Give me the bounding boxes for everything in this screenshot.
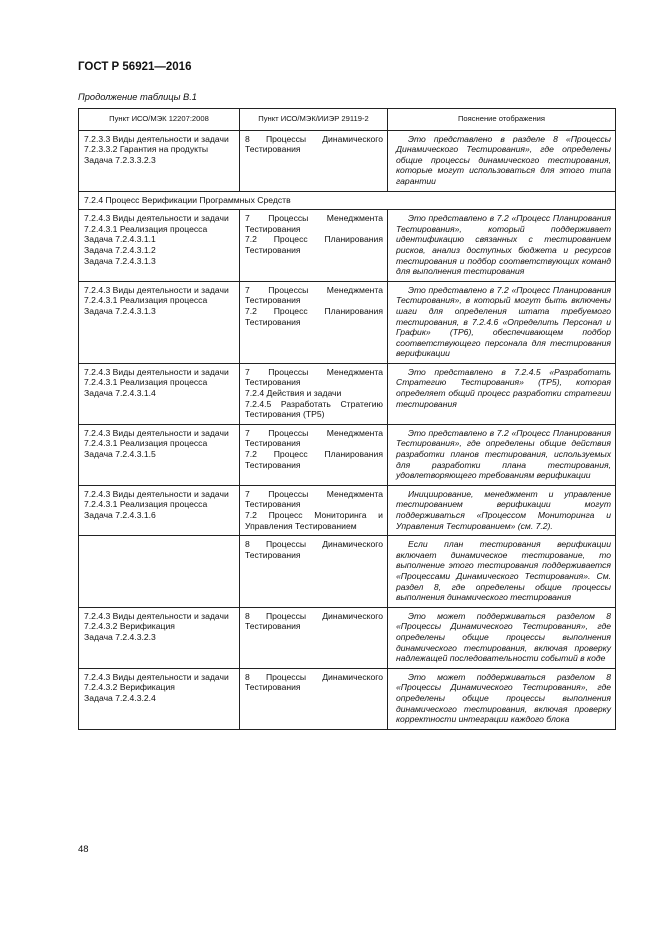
clause-line: 7.2.4.3 Виды деятельности и задачи xyxy=(84,488,229,499)
explanation-cell xyxy=(388,668,616,729)
explanation-cell xyxy=(388,485,616,535)
table-row xyxy=(79,191,616,210)
explanation-cell xyxy=(388,424,616,485)
clause-line: Задача 7.2.4.3.1.5 xyxy=(84,449,156,460)
clause-line: 7 Процессы Менеджмента Тестирования xyxy=(245,366,383,388)
explanation-text: Это может поддерживаться разделом 8 «Процессы Динамического Тестирования», где определены общие процессы выполнения динамического тестирования, включая проверку корректности интеграции каждого блока xyxy=(396,671,611,725)
clause-line: 7.2 Процесс Планирования Тестирования xyxy=(245,234,383,255)
explanation-cell xyxy=(388,130,616,191)
iso12207-cell xyxy=(79,485,240,535)
clause-line: 7.2.4.3.2 Верификация xyxy=(84,621,175,632)
clause-line: 7 Процессы Менеджмента Тестирования xyxy=(245,213,383,234)
clause-line: 7.2.4 Действия и задачи xyxy=(245,388,342,399)
clause-line: Задача 7.2.4.3.2.3 xyxy=(84,631,156,642)
explanation-text: Это представлено в 7.2.4.5 «Разработать Стратегию Тестирования» (ТР5), которая определяет общий процесс разработки стратегии тестирования xyxy=(396,366,611,409)
explanation-cell xyxy=(388,536,616,608)
iso29119-cell xyxy=(240,130,388,191)
clause-line: 7 Процессы Менеджмента Тестирования xyxy=(245,488,383,510)
clause-line: 7.2.4.3 Виды деятельности и задачи xyxy=(84,213,229,224)
table-row xyxy=(79,130,616,191)
clause-line: 7 Процессы Менеджмента Тестирования xyxy=(245,284,383,306)
section-heading-cell: 7.2.4 Процесс Верификации Программных Средств xyxy=(79,191,616,210)
clause-line: Задача 7.2.4.3.1.4 xyxy=(84,388,156,399)
iso29119-cell xyxy=(240,536,388,608)
column-header-iso29119: Пункт ИСО/МЭК/ИИЭР 29119-2 xyxy=(240,109,388,131)
iso29119-cell xyxy=(240,607,388,668)
clause-line: 8 Процессы Динамического Тестирования xyxy=(245,133,383,155)
iso29119-cell xyxy=(240,485,388,535)
clause-line: 7.2.4.3 Виды деятельности и задачи xyxy=(84,427,229,438)
explanation-cell xyxy=(388,607,616,668)
explanation-text: Это представлено в разделе 8 «Процессы Динамического Тестирования», где определены общие процессы динамического тестирования, которые могут использоваться для этого типа гарантии xyxy=(396,133,611,186)
explanation-text: Это представлено в 7.2 «Процесс Планирования Тестирования», который поддерживает идентификацию связанных с тестированием рисков, анализ доступных бюджета и ресурсов тестирования и подбор соответствующих команд для выполнения тестирования xyxy=(396,213,611,277)
iso12207-cell xyxy=(79,281,240,363)
clause-line: 7.2.4.3.1 Реализация процесса xyxy=(84,295,208,306)
clause-line: 7.2 Процесс Планирования Тестирования xyxy=(245,449,383,470)
explanation-cell xyxy=(388,281,616,363)
iso12207-cell xyxy=(79,668,240,729)
table-row xyxy=(79,485,616,535)
clause-line: 8 Процессы Динамического Тестирования xyxy=(245,671,383,693)
iso12207-cell xyxy=(79,210,240,282)
column-header-iso12207: Пункт ИСО/МЭК 12207:2008 xyxy=(79,109,240,131)
column-header-explanation: Пояснение отображения xyxy=(388,109,616,131)
clause-line: 7.2.4.3 Виды деятельности и задачи xyxy=(84,284,229,295)
clause-line: 7.2.4.3.2 Верификация xyxy=(84,682,175,693)
table-header-row xyxy=(79,109,616,131)
clause-line: 7.2.4.3.1 Реализация процесса xyxy=(84,438,208,449)
iso12207-cell xyxy=(79,607,240,668)
table-row xyxy=(79,668,616,729)
clause-line: 7.2 Процесс Планирования Тестирования xyxy=(245,305,383,327)
clause-line: Задача 7.2.4.3.1.6 xyxy=(84,510,156,520)
explanation-text: Это представлено в 7.2 «Процесс Планирования Тестирования», в который могут быть включены шаги для определения штата требуемого тестирования, в 7.2.4.6 «Определить Персонал и График» (ТР6), обеспечивающем подбор соответствующего персонала для тестирования верификации xyxy=(396,284,611,359)
table-row xyxy=(79,363,616,424)
clause-line: 7 Процессы Менеджмента Тестирования xyxy=(245,427,383,449)
iso29119-cell xyxy=(240,424,388,485)
iso29119-cell xyxy=(240,210,388,282)
iso29119-cell xyxy=(240,363,388,424)
clause-line: 7.2.4.3 Виды деятельности и задачи xyxy=(84,366,229,377)
clause-line: 8 Процессы Динамического Тестирования xyxy=(245,539,383,560)
clause-line: 7.2.3.3 Виды деятельности и задачи xyxy=(84,133,229,144)
iso12207-cell xyxy=(79,363,240,424)
explanation-text: Инициирование, менеджмент и управление тестированием верификации могут поддерживаться «Процессом Мониторинга и Управления Тестированием» (см. 7.2). xyxy=(396,488,611,531)
clause-line: Задача 7.2.4.3.1.1 xyxy=(84,234,156,245)
iso29119-cell xyxy=(240,668,388,729)
clause-line: Задача 7.2.4.3.1.2 xyxy=(84,244,156,255)
clause-line: 7.2.4.3 Виды деятельности и задачи xyxy=(84,610,229,621)
clause-line: 7.2.4.3.1 Реализация процесса xyxy=(84,499,208,510)
table-row xyxy=(79,536,616,608)
explanation-text: Это представлено в 7.2 «Процесс Планирования Тестирования», где определены общие действия разработки планов тестирования, используемых для разработки плана тестирования, удовлетворяющего требованиям верификации xyxy=(396,427,611,481)
clause-line: 7.2.4.3.1 Реализация процесса xyxy=(84,223,208,234)
clause-line: 7.2.4.5 Разработать Стратегию Тестирования (ТР5) xyxy=(245,398,383,420)
table-row xyxy=(79,281,616,363)
explanation-text: Если план тестирования верификации включает динамическое тестирование, то выполнение этого тестирования поддерживается «Процессами Динамического Тестирования». См. раздел 8, где определены общие процессы выполнения динамического тестирования xyxy=(396,539,611,603)
explanation-cell xyxy=(388,210,616,282)
page-number: 48 xyxy=(78,844,89,855)
table-row xyxy=(79,424,616,485)
clause-line: 7.2.3.3.2 Гарантия на продукты xyxy=(84,144,209,155)
table-row xyxy=(79,210,616,282)
mapping-table xyxy=(78,108,616,730)
table-row xyxy=(79,607,616,668)
table-caption: Продолжение таблицы В.1 xyxy=(78,92,197,102)
clause-line: 7.2.4.3.1 Реализация процесса xyxy=(84,377,208,388)
iso29119-cell xyxy=(240,281,388,363)
clause-line: Задача 7.2.3.3.2.3 xyxy=(84,154,156,165)
clause-line: 7.2.4.3 Виды деятельности и задачи xyxy=(84,671,229,682)
explanation-cell xyxy=(388,363,616,424)
explanation-text: Это может поддерживаться разделом 8 «Процессы Динамического Тестирования», где определены общие процессы выполнения динамического тестирования, включая проверку надлежащей последовательности событий в коде xyxy=(396,610,611,664)
clause-line: Задача 7.2.4.3.2.4 xyxy=(84,692,156,703)
iso12207-cell xyxy=(79,130,240,191)
iso12207-cell xyxy=(79,536,240,608)
iso12207-cell xyxy=(79,424,240,485)
clause-line: 7.2 Процесс Мониторинга и Управления Тестированием xyxy=(245,510,383,531)
clause-line: 8 Процессы Динамического Тестирования xyxy=(245,610,383,632)
document-header: ГОСТ Р 56921—2016 xyxy=(78,61,192,73)
clause-line: Задача 7.2.4.3.1.3 xyxy=(84,255,156,266)
clause-line: Задача 7.2.4.3.1.3 xyxy=(84,305,156,316)
